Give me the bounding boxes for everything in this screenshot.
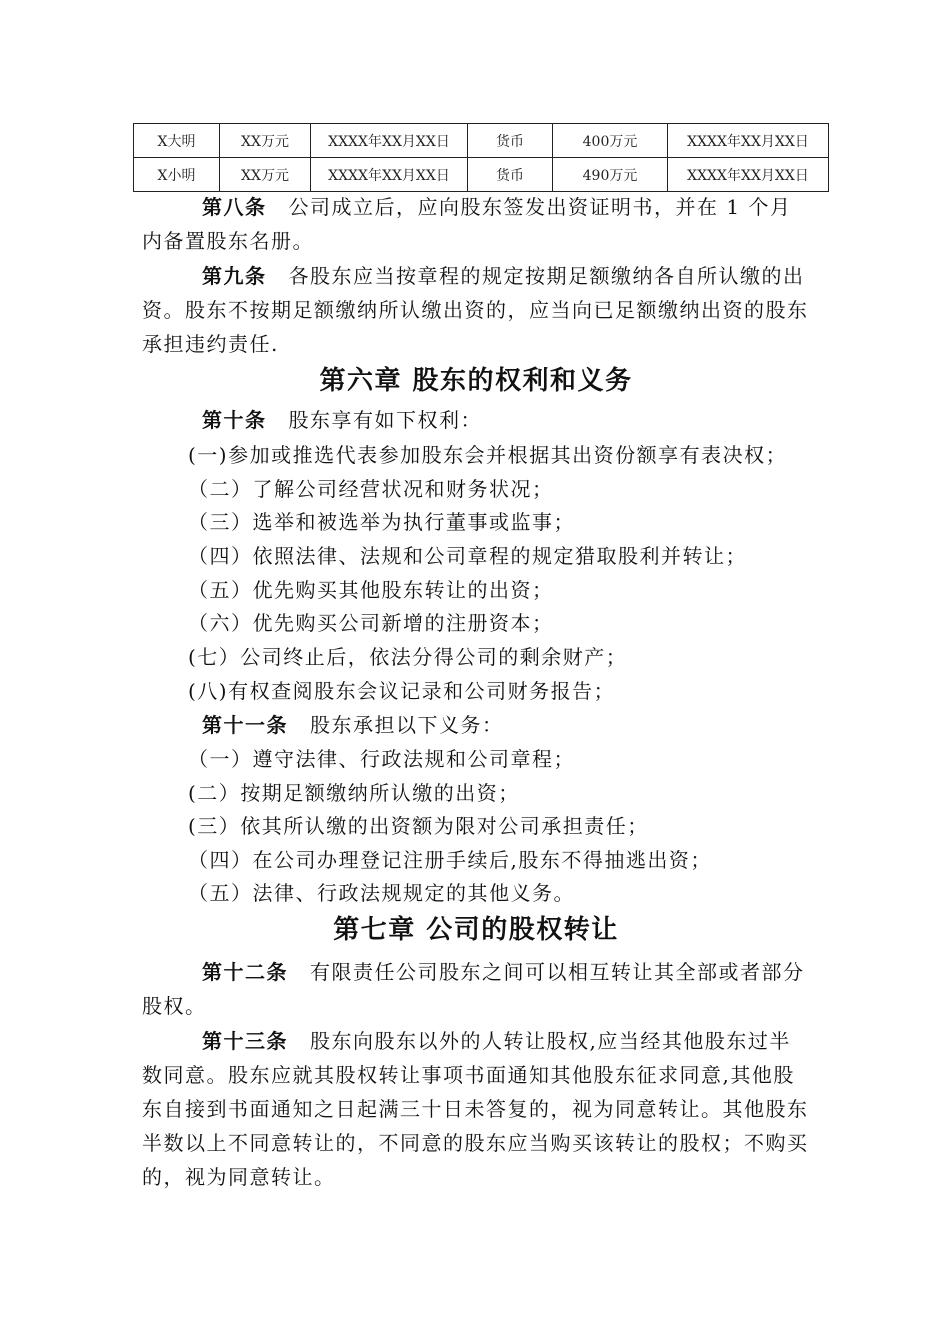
article-10-text: 股东享有如下权利：	[288, 408, 482, 432]
article-11-text: 股东承担以下义务：	[310, 713, 504, 737]
article-13-label: 第十三条	[202, 1029, 288, 1053]
table-cell: X大明	[134, 124, 220, 158]
list-item: (一)参加或推选代表参加股东会并根据其出资份额享有表决权；	[188, 443, 788, 467]
list-item: （二）了解公司经营状况和财务状况；	[188, 477, 554, 501]
article-10-lead	[202, 404, 482, 436]
table-cell: XX万元	[220, 158, 311, 192]
table-cell: XXXX年XX月XX日	[668, 158, 829, 192]
list-item: (八)有权查阅股东会议记录和公司财务报告；	[188, 679, 616, 703]
list-item: （四）在公司办理登记注册手续后,股东不得抽逃出资；	[188, 848, 712, 872]
list-item: (七）公司终止后，依法分得公司的剩余财产；	[188, 645, 628, 669]
article-9-text: 各股东应当按章程的规定按期足额缴纳各自所认缴的出资。股东不按期足额缴纳所认缴出资的，应当向已足额缴纳出资的股东承担违约责任.	[142, 264, 809, 356]
article-8	[142, 190, 810, 258]
table-cell: XXXX年XX月XX日	[311, 158, 468, 192]
table-cell: 400万元	[553, 124, 668, 158]
article-10-label: 第十条	[202, 408, 267, 432]
article-9-label: 第九条	[202, 264, 267, 288]
list-item: （六）优先购买公司新增的注册资本；	[188, 611, 554, 635]
table-cell: X小明	[134, 158, 220, 192]
article-8-label: 第八条	[202, 195, 267, 219]
table-row	[134, 124, 829, 158]
table-cell: 490万元	[553, 158, 668, 192]
table-cell: XXXX年XX月XX日	[668, 124, 829, 158]
shareholder-contribution-table	[133, 123, 829, 192]
article-12-label: 第十二条	[202, 960, 288, 984]
list-item: （五）法律、行政法规规定的其他义务。	[188, 881, 575, 905]
article-11-lead	[202, 709, 504, 741]
article-11-label: 第十一条	[202, 713, 288, 737]
article-8-text: 公司成立后，应向股东签发出资证明书，并在 1 个月内备置股东名册。	[142, 195, 792, 253]
table-row	[134, 158, 829, 192]
list-item: （三）选举和被选举为执行董事或监事；	[188, 510, 575, 534]
table-cell: XXXX年XX月XX日	[311, 124, 468, 158]
list-item: (二）按期足额缴纳所认缴的出资；	[188, 781, 520, 805]
article-12-text: 有限责任公司股东之间可以相互转让其全部或者部分股权。	[142, 960, 805, 1018]
table-cell: XX万元	[220, 124, 311, 158]
chapter-6-heading: 第六章 股东的权利和义务	[319, 366, 633, 396]
article-13-text: 股东向股东以外的人转让股权,应当经其他股东过半数同意。股东应就其股权转让事项书面通知其他股东征求同意,其他股东自接到书面通知之日起满三十日未答复的，视为同意转让。其他股东半数以上不同意转让的，不同意的股东应当购买该转让的股权；不购买的，视为同意转让。	[142, 1029, 809, 1189]
chapter-7-heading: 第七章 公司的股权转让	[333, 915, 619, 945]
list-item: (三）依其所认缴的出资额为限对公司承担责任；	[188, 814, 649, 838]
article-12	[142, 955, 810, 1023]
list-item: （四）依照法律、法规和公司章程的规定猎取股利并转让；	[188, 544, 747, 568]
article-9	[142, 259, 810, 361]
list-item: （一）遵守法律、行政法规和公司章程；	[188, 747, 575, 771]
article-13	[142, 1024, 810, 1194]
list-item: （五）优先购买其他股东转让的出资；	[188, 578, 554, 602]
table-cell: 货币	[468, 158, 553, 192]
table-cell: 货币	[468, 124, 553, 158]
